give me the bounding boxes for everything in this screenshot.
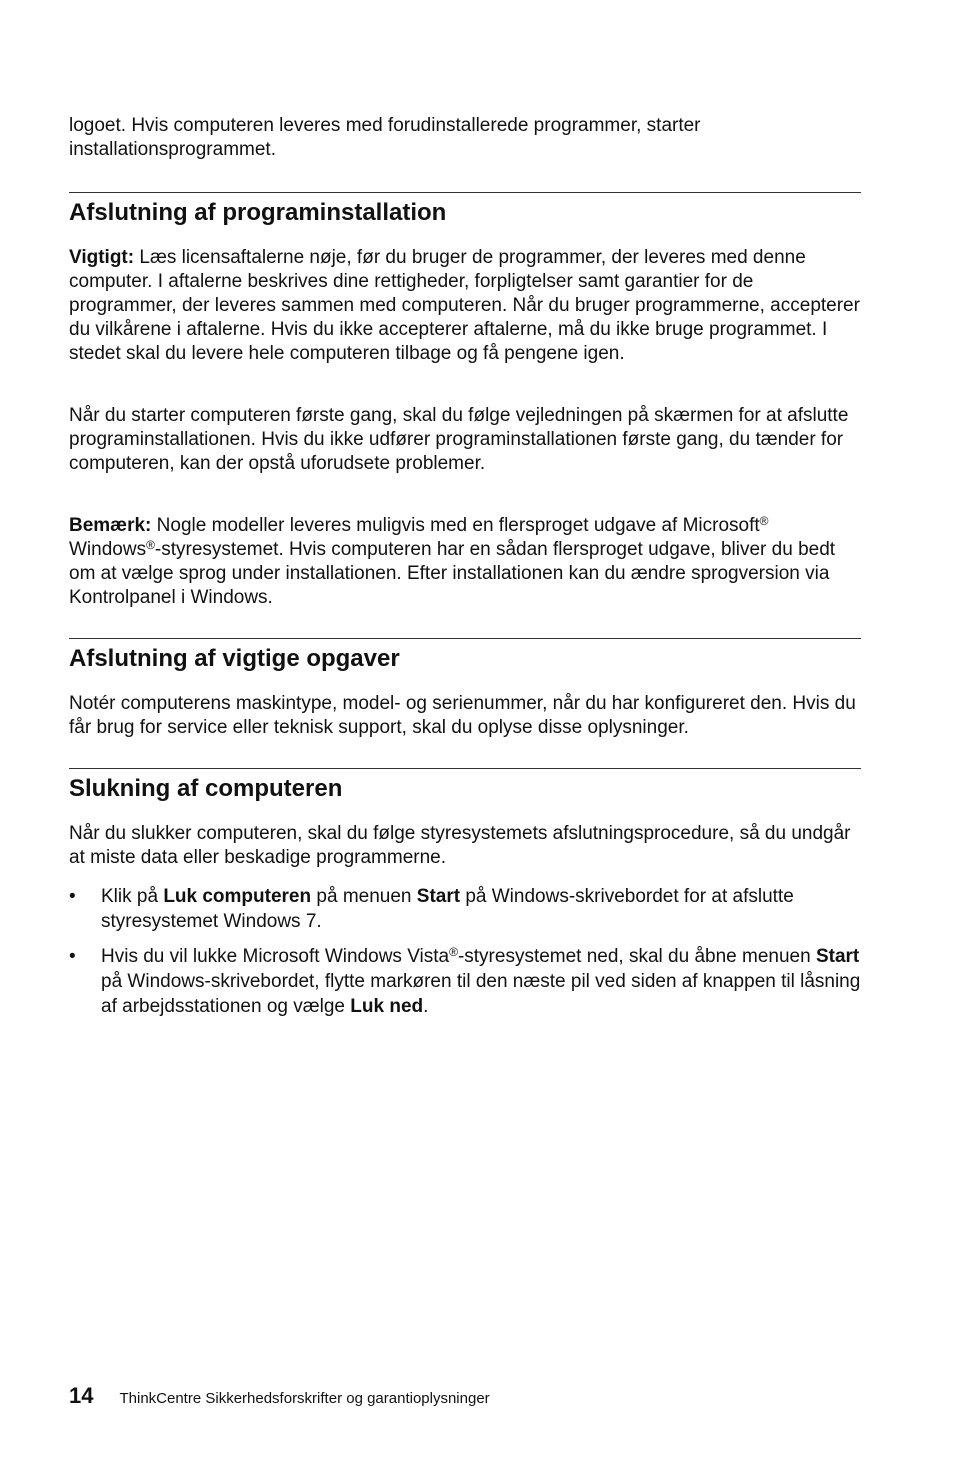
important-tasks-paragraph: Notér computerens maskintype, model- og serienummer, når du har konfigureret den. Hvis du får brug for service eller teknisk support, skal du oplyse disse oplysninger. xyxy=(69,693,856,738)
first-start-paragraph: Når du starter computeren første gang, skal du følge vejledningen på skærmen for at afslutte programinstallationen. Hvis du ikke udfører programinstallationen første gang, du tænder for computeren, kan der opstå uforudsete problemer. xyxy=(69,405,849,474)
bullet-icon: • xyxy=(69,946,76,967)
bullet-icon: • xyxy=(69,886,76,907)
registered-mark: ® xyxy=(759,514,769,528)
section-divider xyxy=(69,638,861,639)
menu-command-shut-down-computer: Luk computeren xyxy=(163,886,312,907)
note-paragraph xyxy=(69,514,861,610)
menu-name-start: Start xyxy=(815,946,860,967)
shutdown-paragraph: Når du slukker computeren, skal du følge styresystemets afslutningsprocedure, så du undgår at miste data eller beskadige programmerne. xyxy=(69,823,851,868)
important-notice xyxy=(69,246,861,366)
section-divider xyxy=(69,768,861,769)
registered-mark: ® xyxy=(146,538,155,552)
menu-command-shut-down: Luk ned xyxy=(350,996,424,1017)
list-item: • Klik på Luk computeren på menuen Start på Windows-skrivebordet for at afslutte styresystemet Windows 7. xyxy=(69,886,794,932)
note-text-3: -styresystemet. Hvis computeren har en sådan flersproget udgave, bliver du bedt om at vælge sprog under installationen. Efter installationen kan du ændre sprogversion via Kontrolpanel i Windows. xyxy=(69,539,836,608)
footer-title: ThinkCentre Sikkerhedsforskrifter og garantioplysninger xyxy=(119,1390,490,1407)
intro-paragraph: logoet. Hvis computeren leveres med forudinstallerede programmer, starter installationsprogrammet. xyxy=(69,115,701,160)
note-label: Bemærk: xyxy=(69,515,152,536)
page-number: 14 xyxy=(69,1383,94,1408)
section-heading-shutdown: Slukning af computeren xyxy=(69,775,343,802)
page-footer xyxy=(69,1383,490,1409)
registered-mark: ® xyxy=(449,945,458,959)
page-content xyxy=(69,114,861,1029)
note-text-2: Windows xyxy=(69,539,147,560)
list-item: • Hvis du vil lukke Microsoft Windows Vista®-styresystemet ned, skal du åbne menuen Start på Windows-skrivebordet, flytte markøren til den næste pil ved siden af knappen til låsning af arbejdsstationen og vælge Luk ned. xyxy=(69,945,861,1017)
section-divider xyxy=(69,192,861,193)
note-text-1: Nogle modeller leveres muligvis med en flersproget udgave af Microsoft xyxy=(156,515,760,536)
important-text: Læs licensaftalerne nøje, før du bruger de programmer, der leveres med denne computer. I aftalerne beskrives dine rettigheder, forpligtelser samt garantier for de programmer, der leveres sammen med computeren. Når du bruger programmerne, accepterer du vilkårene i aftalerne. Hvis du ikke accepterer aftalerne, må du ikke bruge programmet. I stedet skal du levere hele computeren tilbage og få pengene igen. xyxy=(69,247,860,364)
shutdown-steps-list xyxy=(69,884,861,1019)
section-heading-program-installation: Afslutning af programinstallation xyxy=(69,199,447,226)
menu-name-start: Start xyxy=(416,886,461,907)
important-label: Vigtigt: xyxy=(69,247,135,268)
section-heading-important-tasks: Afslutning af vigtige opgaver xyxy=(69,645,400,672)
